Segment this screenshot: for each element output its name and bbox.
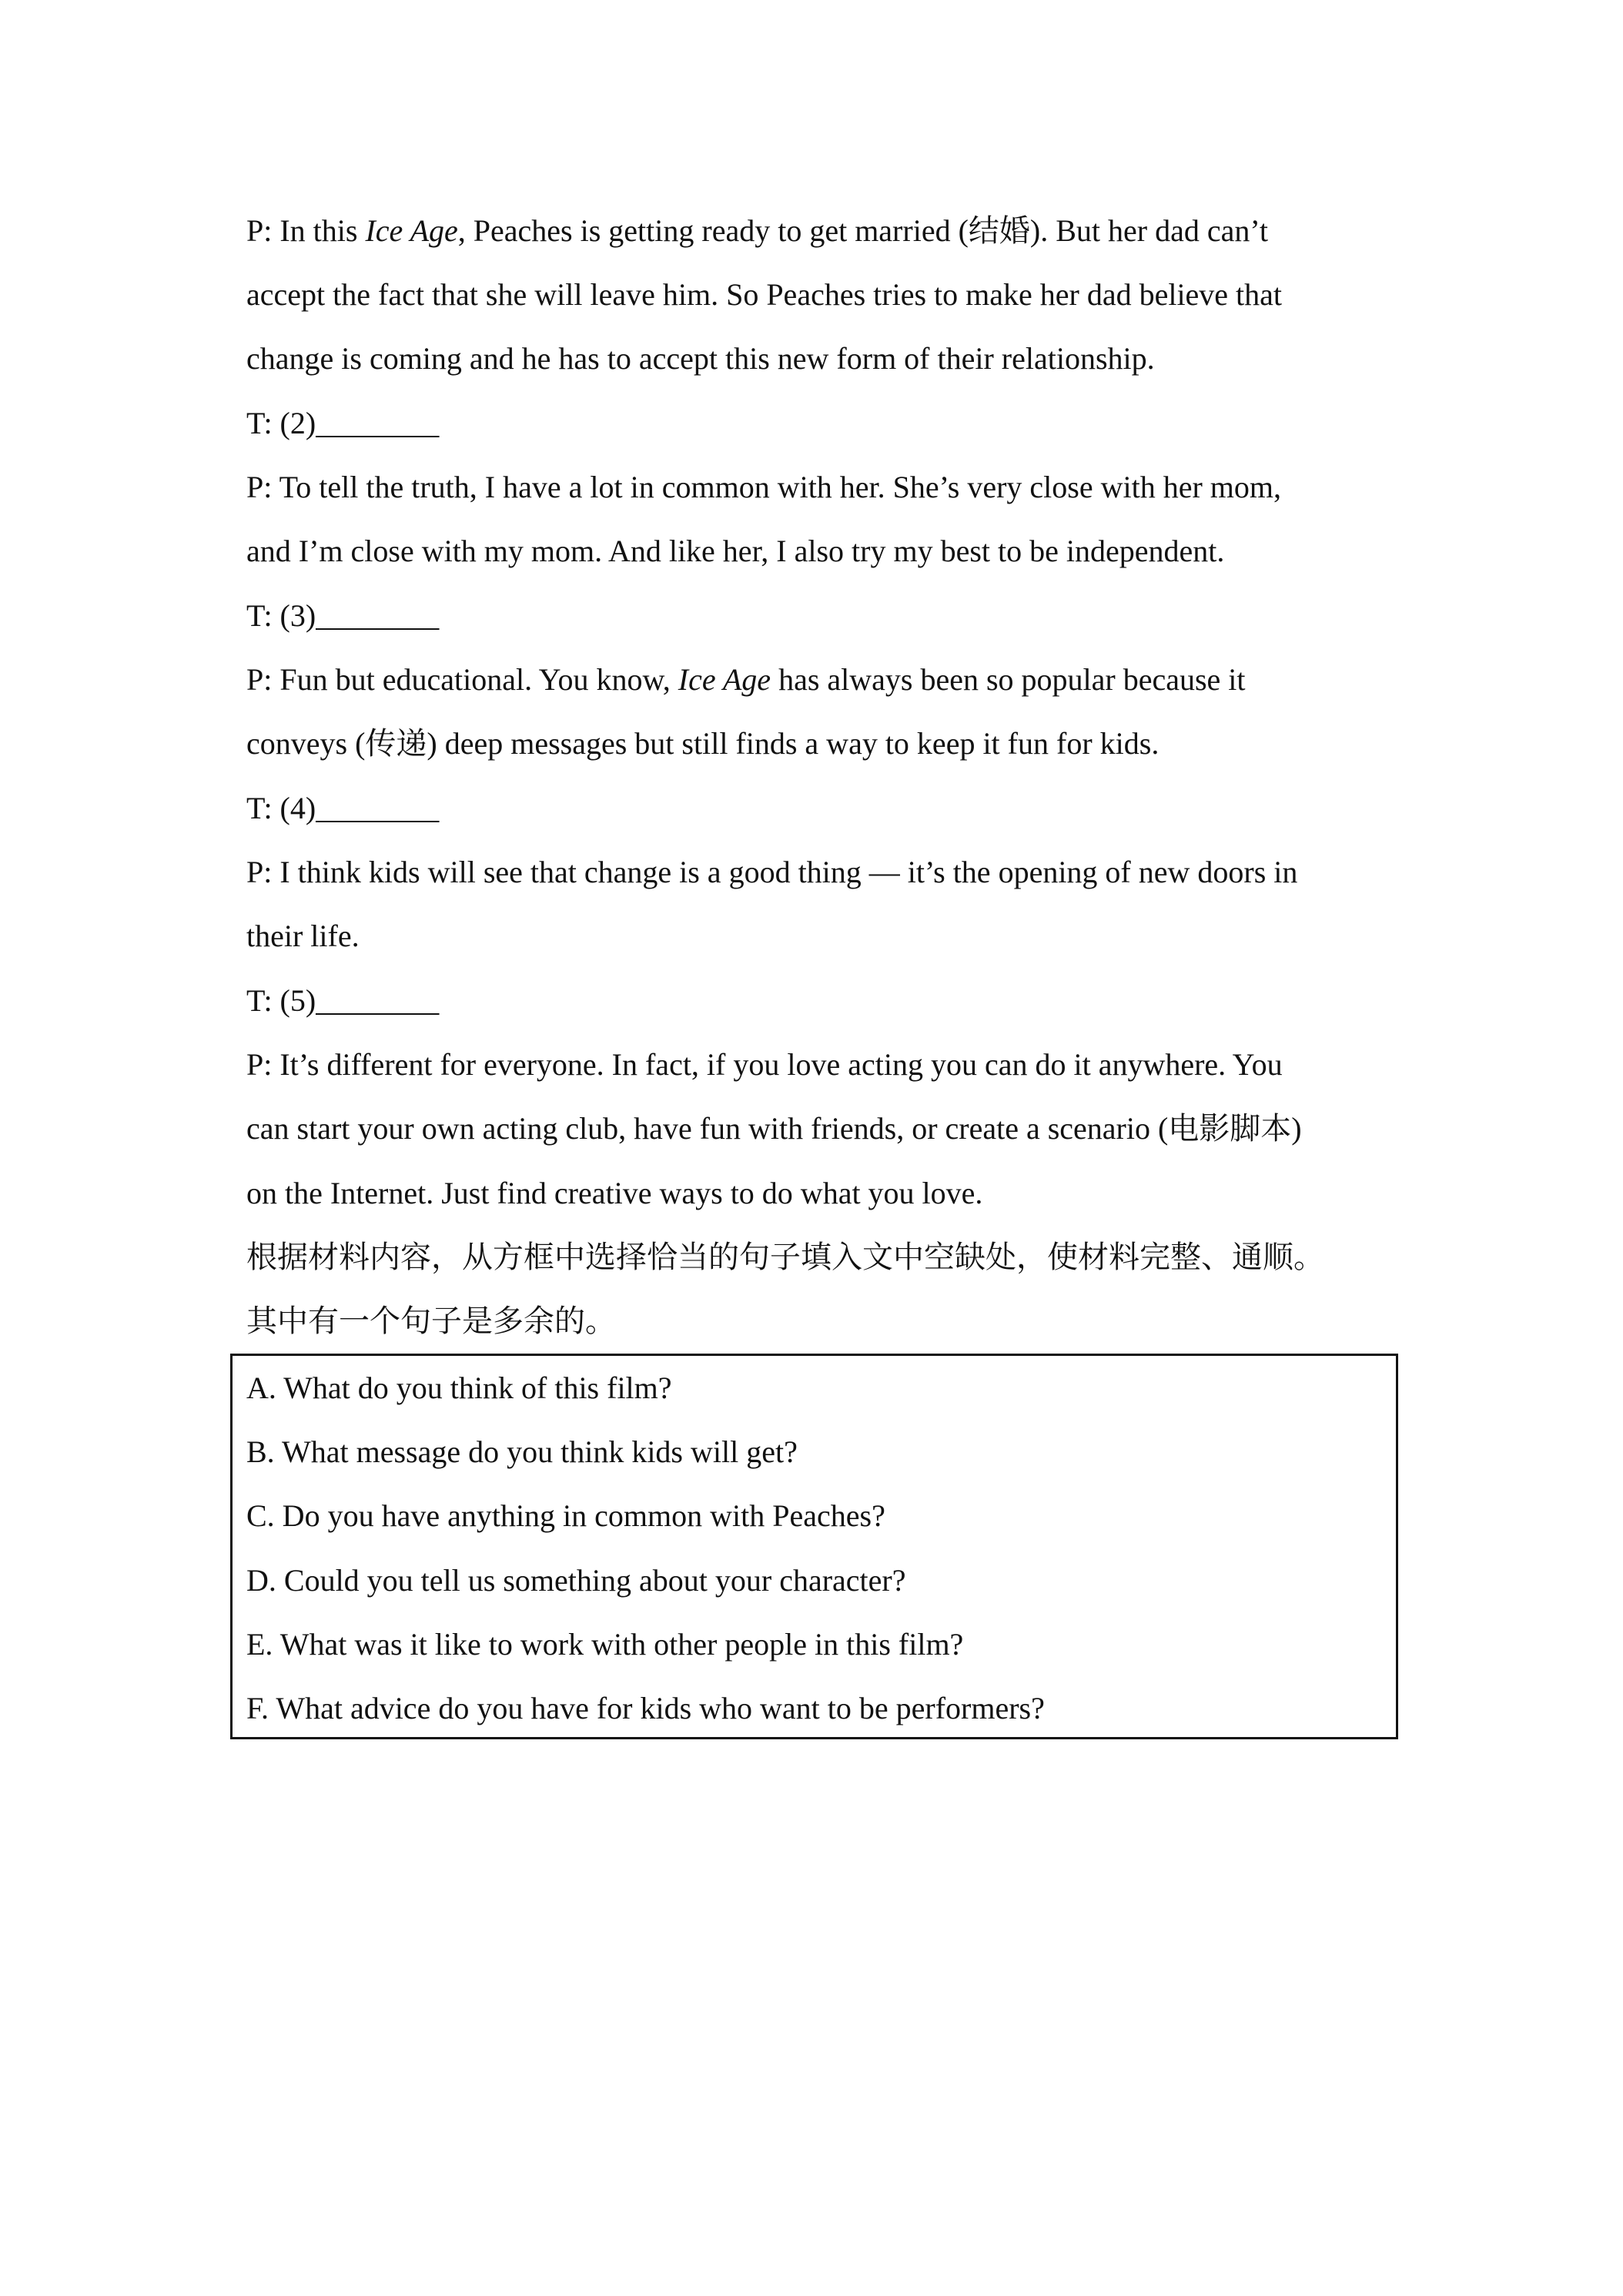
options-box (230, 1354, 1398, 1739)
option-d: D. Could you tell us something about your character? (246, 1563, 906, 1598)
instruction-line: 根据材料内容，从方框中选择恰当的句子填入文中空缺处，使材料完整、通顺。 (246, 1240, 1324, 1274)
text-run: P: In this (246, 213, 366, 248)
option-f: F. What advice do you have for kids who want to be performers? (246, 1691, 1045, 1725)
dialogue-line: P: To tell the truth, I have a lot in common with her. She’s very close with her mom, (246, 470, 1282, 504)
dialogue-line (246, 199, 1268, 263)
text-run: has always been so popular because it (771, 662, 1246, 697)
question-blank-3: T: (3)________ (246, 598, 440, 633)
dialogue-line: can start your own acting club, have fun with friends, or create a scenario (电影脚本) (246, 1111, 1302, 1146)
option-a: A. What do you think of this film? (246, 1371, 672, 1405)
option-c: C. Do you have anything in common with Peaches? (246, 1498, 885, 1533)
dialogue-line (246, 648, 1246, 712)
option-e: E. What was it like to work with other people in this film? (246, 1627, 964, 1662)
question-blank-2: T: (2)________ (246, 406, 440, 440)
dialogue-line: on the Internet. Just find creative ways to do what you love. (246, 1176, 983, 1210)
dialogue-line: conveys (传递) deep messages but still finds a way to keep it fun for kids. (246, 726, 1160, 761)
question-blank-5: T: (5)________ (246, 983, 440, 1018)
dialogue-line: their life. (246, 919, 360, 953)
film-title-italic: Ice Age (365, 213, 458, 248)
dialogue-line: accept the fact that she will leave him. So Peaches tries to make her dad believe that (246, 277, 1283, 312)
text-run: , Peaches is getting ready to get married (结婚). But her dad can’t (457, 213, 1269, 248)
film-title-italic: Ice Age (678, 662, 771, 697)
dialogue-line: P: I think kids will see that change is a good thing — it’s the opening of new doors in (246, 855, 1298, 889)
question-blank-4: T: (4)________ (246, 791, 440, 825)
text-run: P: Fun but educational. You know, (246, 662, 678, 697)
dialogue-line: P: It’s different for everyone. In fact, if you love acting you can do it anywhere. You (246, 1047, 1283, 1082)
dialogue-line: change is coming and he has to accept this new form of their relationship. (246, 341, 1155, 376)
option-b: B. What message do you think kids will get? (246, 1434, 798, 1469)
instruction-line: 其中有一个句子是多余的。 (246, 1304, 616, 1338)
dialogue-line: and I’m close with my mom. And like her, I also try my best to be independent. (246, 534, 1225, 568)
